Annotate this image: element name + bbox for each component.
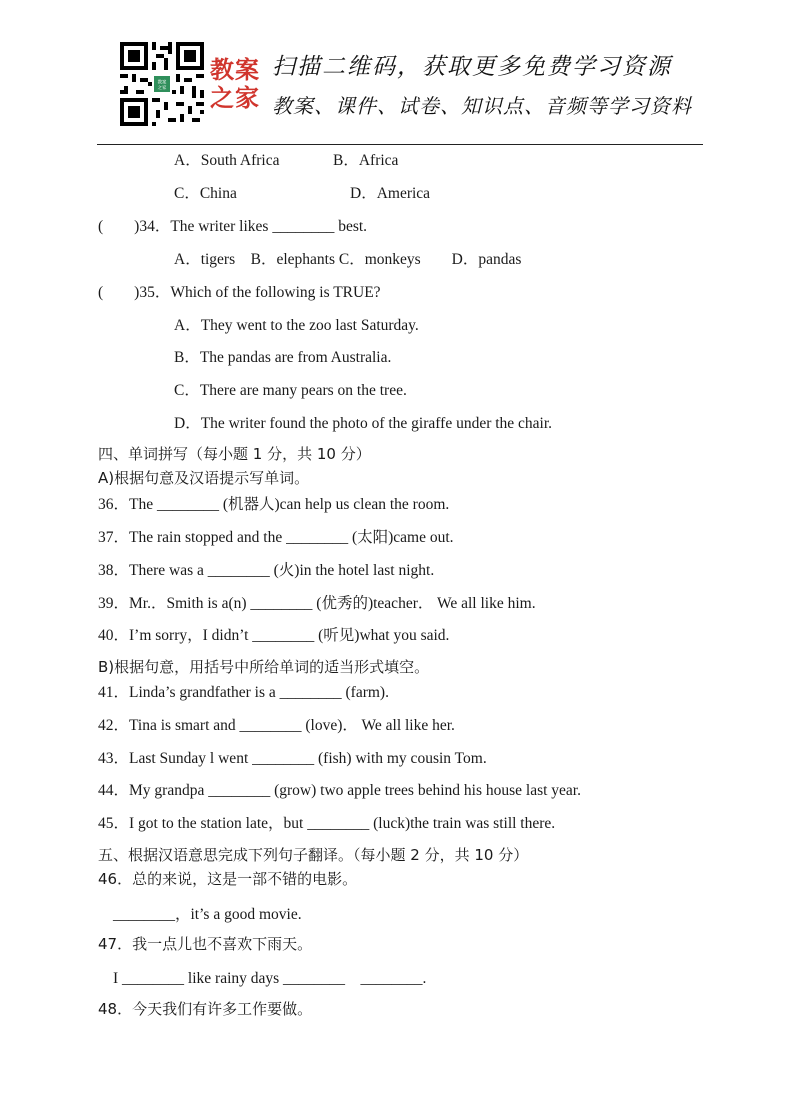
qr-center-text-2: 之家 [157,86,167,92]
section-4-part-a: A)根据句意及汉语提示写单词。 [98,469,310,487]
question-38: 38．There was a ________ (火)in the hotel last night. [98,562,435,579]
section-5-title: 五、根据汉语意思完成下列句子翻译。（每小题 2 分，共 10 分） [98,846,529,864]
question-41: 41．Linda’s grandfather is a ________ (farm). [98,684,389,701]
header-slogan: 扫描二维码，获取更多免费学习资源 [272,54,672,80]
brand-logo [210,56,262,112]
logo-line-1: 教案 [210,55,260,84]
q33-option-d: D．America [350,185,431,202]
question-42: 42．Tina is smart and ________ (love)． We all like her. [98,717,455,734]
question-45: 45．I got to the station late，but ________ (luck)the train was still there. [98,815,556,832]
section-4-title: 四、单词拼写（每小题 1 分，共 10 分） [98,445,371,463]
question-48-chinese: 48．今天我们有许多工作要做。 [98,1000,313,1018]
question-47-english: I ________ like rainy days ________ ________. [113,970,427,987]
question-40: 40．I’m sorry，I didn’t ________ (听见)what you said. [98,627,450,644]
q35-option-b: B．The pandas are from Australia. [174,349,392,366]
q35-option-a: A．They went to the zoo last Saturday. [174,317,419,334]
q34-options: A．tigers B．elephants C．monkeys D．pandas [174,251,522,268]
question-46-chinese: 46．总的来说，这是一部不错的电影。 [98,870,358,888]
question-36: 36．The ________ (机器人)can help us clean the room. [98,496,450,513]
q34-stem: ( )34．The writer likes ________ best. [98,218,368,235]
header-subslogan: 教案、课件、试卷、知识点、音频等学习资料 [272,94,692,118]
question-43: 43．Last Sunday l went ________ (fish) with my cousin Tom. [98,750,487,767]
header-divider [97,144,703,145]
question-47-chinese: 47．我一点儿也不喜欢下雨天。 [98,935,313,953]
q35-stem: ( )35．Which of the following is TRUE? [98,284,381,301]
section-4-part-b: B)根据句意，用括号中所给单词的适当形式填空。 [98,658,430,676]
q33-option-c: C．China [174,185,237,202]
qr-code [120,42,204,126]
qr-code-image [120,42,204,126]
question-39: 39．Mr.．Smith is a(n) ________ (优秀的)teacher． We all like him. [98,595,536,612]
qr-center-text-1: 教案 [157,80,167,86]
q33-option-b: B．Africa [333,152,399,169]
q35-option-c: C．There are many pears on the tree. [174,382,407,399]
logo-line-2: 之家 [210,83,260,112]
page-header [0,0,800,145]
q33-option-a: A．South Africa [174,152,280,169]
question-44: 44．My grandpa ________ (grow) two apple trees behind his house last year. [98,782,581,799]
question-46-english: ________，it’s a good movie. [113,906,302,923]
question-37: 37．The rain stopped and the ________ (太阳)came out. [98,529,454,546]
q35-option-d: D．The writer found the photo of the giraffe under the chair. [174,415,553,432]
